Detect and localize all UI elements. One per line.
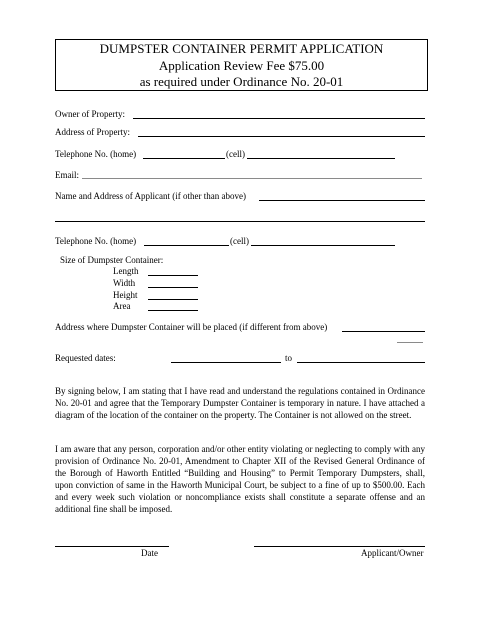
phone-home-label: Telephone No. (home) bbox=[55, 149, 137, 159]
phone2-home-field[interactable] bbox=[144, 245, 229, 246]
height-field[interactable] bbox=[148, 299, 198, 300]
phone2-cell-field[interactable] bbox=[251, 245, 395, 246]
dates-to-label: to bbox=[285, 353, 293, 363]
acknowledgement-paragraph: By signing below, I am stating that I have read and understand the regulations contained in Ordinance No. 20-01 and agree that the Temporary Dumpster Container is temporary in nature. I have attached a diagram of the location of the container on the property. The Container is not allowed on the street. bbox=[55, 386, 425, 420]
application-fee: Application Review Fee $75.00 bbox=[158, 57, 325, 73]
applicant-field-line2[interactable] bbox=[55, 221, 425, 222]
date-label: Date bbox=[141, 548, 158, 558]
phone2-home-label: Telephone No. (home) bbox=[55, 236, 137, 246]
requested-dates-label: Requested dates: bbox=[55, 353, 116, 363]
length-field[interactable] bbox=[148, 275, 198, 276]
start-date-field[interactable] bbox=[171, 362, 281, 363]
phone-cell-field[interactable] bbox=[247, 158, 395, 159]
height-label: Height bbox=[113, 290, 138, 300]
owner-signature-line[interactable] bbox=[254, 546, 425, 547]
area-label: Area bbox=[113, 301, 131, 311]
area-field[interactable] bbox=[148, 310, 198, 311]
address-label: Address of Property: bbox=[55, 127, 130, 137]
address-field[interactable] bbox=[138, 136, 425, 137]
form-header bbox=[55, 39, 428, 91]
phone-home-field[interactable] bbox=[143, 158, 225, 159]
applicant-field[interactable] bbox=[259, 200, 425, 201]
end-date-field[interactable] bbox=[297, 362, 425, 363]
owner-label: Owner of Property: bbox=[55, 109, 125, 119]
phone-cell-label: (cell) bbox=[226, 149, 245, 159]
length-label: Length bbox=[113, 266, 139, 276]
width-field[interactable] bbox=[148, 287, 198, 288]
placement-field[interactable] bbox=[342, 331, 425, 332]
placement-field-line2[interactable] bbox=[397, 342, 423, 343]
ordinance-reference: as required under Ordinance No. 20-01 bbox=[139, 74, 344, 89]
applicant-label: Name and Address of Applicant (if other than above) bbox=[55, 191, 246, 201]
form-title: DUMPSTER CONTAINER PERMIT APPLICATION bbox=[99, 41, 384, 56]
applicant-owner-label: Applicant/Owner bbox=[361, 548, 424, 558]
date-signature-line[interactable] bbox=[55, 546, 169, 547]
email-field[interactable] bbox=[82, 178, 422, 179]
size-heading: Size of Dumpster Container: bbox=[60, 255, 164, 265]
width-label: Width bbox=[113, 278, 136, 288]
placement-label: Address where Dumpster Container will be placed (if different from above) bbox=[55, 322, 328, 332]
penalty-paragraph: I am aware that any person, corporation and/or other entity violating or neglecting to comply with any provision of Ordinance No. 20-01, Amendment to Chapter XII of the Revised General Ordinance of the Borough of Haworth Entitled “Building and Housing” to Permit Temporary Dumpsters, shall, upon conviction of same in the Haworth Municipal Court, be subject to a fine of up to $500.00. Each and every week such violation or noncompliance exists shall constitute a separate offense and an additional fine shall be imposed. bbox=[55, 444, 425, 514]
email-label: Email: bbox=[55, 170, 79, 180]
phone2-cell-label: (cell) bbox=[230, 236, 249, 246]
owner-field[interactable] bbox=[133, 118, 425, 119]
